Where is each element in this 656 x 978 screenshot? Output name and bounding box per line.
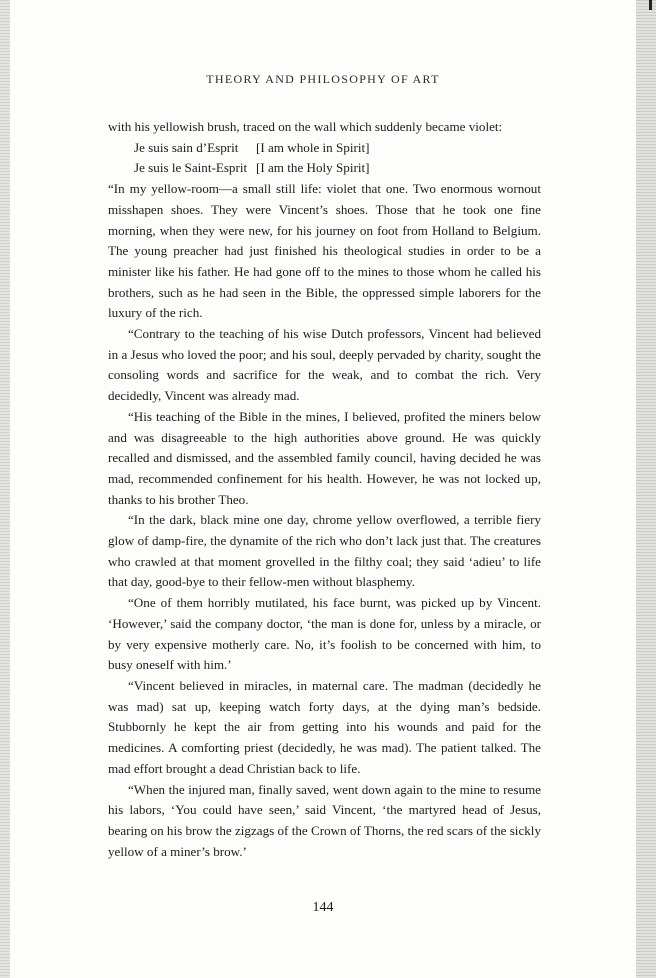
paragraph: “Contrary to the teaching of his wise Dutch professors, Vincent had believed in a Jesus who loved the poor; and his soul, deeply pervaded by charity, sought the consoling words and sacrifice for the weak, and to combat the rich. Very decidedly, Vincent was already mad. [108, 326, 541, 404]
verse-line [108, 138, 541, 159]
verse-english: [I am the Holy Spirit] [256, 160, 370, 176]
verse-french: Je suis sain d’Esprit [134, 139, 239, 155]
running-head: THEORY AND PHILOSOPHY OF ART [206, 72, 440, 86]
page-edge-right [636, 0, 656, 978]
verse-english: [I am whole in Spirit] [256, 139, 370, 155]
paragraph: “When the injured man, finally saved, went down again to the mine to resume his labors, ‘You could have seen,’ said Vincent, ‘the martyred head of Jesus, bearing on his brow the zigzags of the Crown of Thorns, the red scars of the sickly yellow of a miner’s brow.’ [108, 781, 541, 859]
paragraph: “In my yellow-room—a small still life: violet that one. Two enormous wornout misshapen shoes. They were Vincent’s shoes. Those that he took one fine morning, when they were new, for his journey on foot from Holland to Belgium. The young preacher had just finished his theological studies in order to be a minister like his father. He had gone off to the mines to those whom he called his brothers, such as he had seen in the Bible, the oppressed simple laborers for the luxury of the rich. [108, 181, 541, 321]
verse-french: Je suis le Saint-Esprit [134, 160, 248, 176]
paragraph: “One of them horribly mutilated, his face burnt, was picked up by Vincent. ‘However,’ said the company doctor, ‘the man is done for, unless by a miracle, or by very expensive motherly care. No, it’s foolish to be concerned with him, to busy oneself with him.’ [108, 595, 541, 673]
page-number: 144 [312, 900, 334, 915]
intro-line: with his yellowish brush, traced on the wall which suddenly became violet: [108, 119, 503, 134]
verse-line [108, 158, 541, 179]
paragraph: “Vincent believed in miracles, in maternal care. The madman (decidedly he was mad) sat up, keeping watch forty days, at the dying man’s bedside. Stubbornly he kept the air from getting into his wounds and paid for the medicines. A comforting priest (decidedly, he was mad). The patient talked. The mad effort brought a dead Christian back to life. [108, 677, 541, 776]
page-edge-left [0, 0, 10, 978]
body-text [108, 117, 541, 862]
paragraph: “His teaching of the Bible in the mines, I believed, profited the miners below and was disagreeable to the high authorities above ground. He was quickly recalled and dismissed, and the assembled family council, having decided he was mad, recommended confinement for his health. However, he was not locked up, thanks to his brother Theo. [108, 408, 541, 507]
edge-mark [649, 0, 652, 10]
paragraph: “In the dark, black mine one day, chrome yellow overflowed, a terrible fiery glow of damp-fire, the dynamite of the rich who don’t lack just that. The creatures who crawled at that moment grovelled in the filthy coal; they said ‘adieu’ to life that day, good-bye to their fellow-men without blasphemy. [108, 512, 541, 590]
